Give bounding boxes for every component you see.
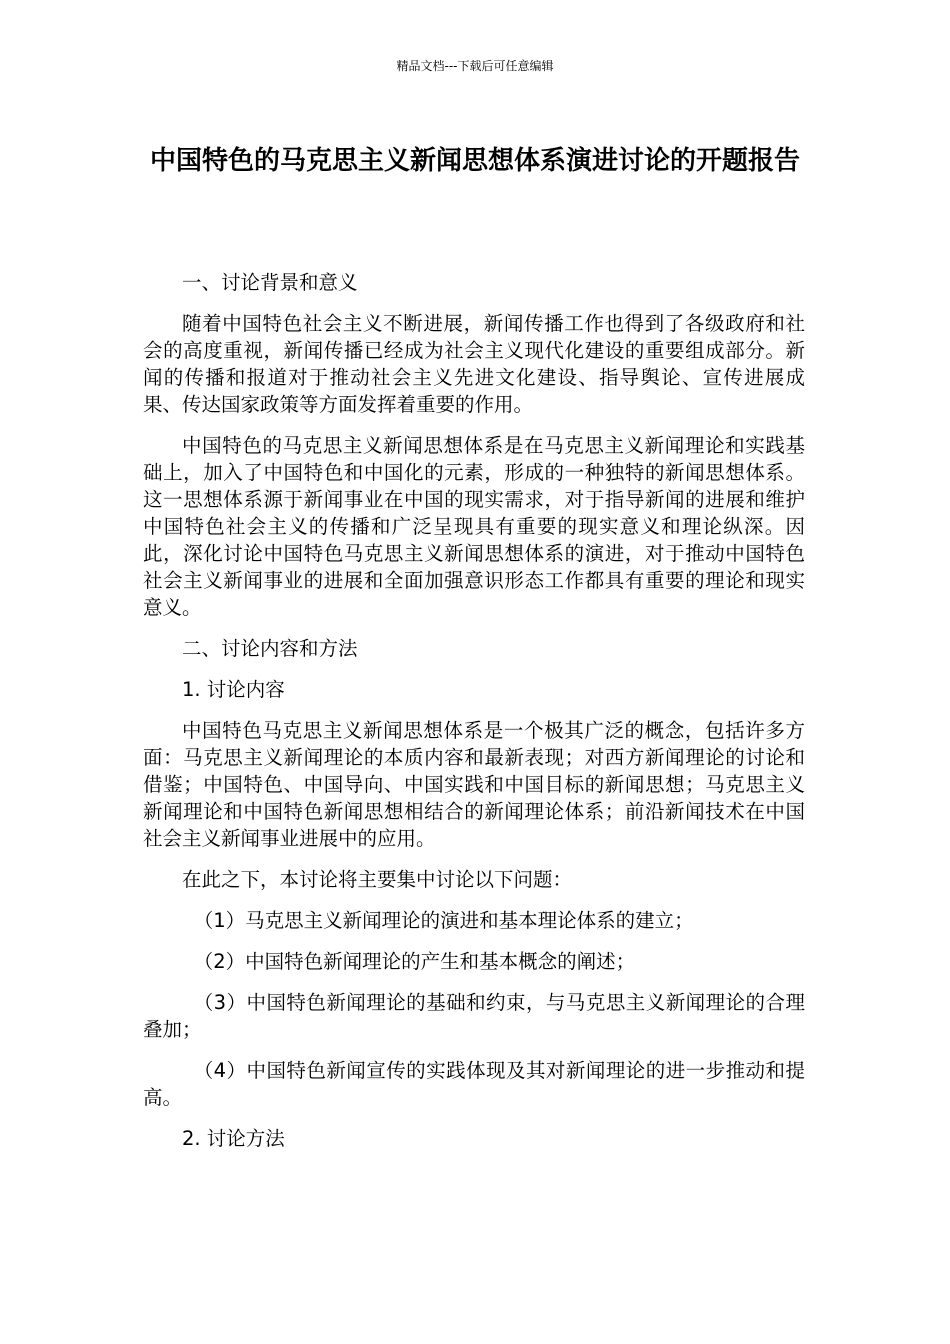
section-heading-background: 一、讨论背景和意义 <box>182 271 358 294</box>
paragraph-content-2: 在此之下，本讨论将主要集中讨论以下问题： <box>182 868 573 891</box>
paragraph-background-1: 随着中国特色社会主义不断进展，新闻传播工作也得到了各级政府和社会的高度重视，新闻传播已经成为社会主义现代化建设的重要组成部分。新闻的传播和报道对于推动社会主义先进文化建设、指导舆论、宣传进展成果、传达国家政策等方面发挥着重要的作用。 <box>143 312 805 416</box>
document-title: 中国特色的马克思主义新闻思想体系演进讨论的开题报告 <box>149 146 800 176</box>
list-item: （4）中国特色新闻宣传的实践体现及其对新闻理论的进一步推动和提高。 <box>143 1059 805 1109</box>
paragraph-background-2: 中国特色的马克思主义新闻思想体系是在马克思主义新闻理论和实践基础上，加入了中国特色和中国化的元素，形成的一种独特的新闻思想体系。这一思想体系源于新闻事业在中国的现实需求，对于指导新闻的进展和维护中国特色社会主义的传播和广泛呈现具有重要的现实意义和理论纵深。因此，深化讨论中国特色马克思主义新闻思想体系的演进，对于推动中国特色社会主义新闻事业的进展和全面加强意识形态工作都具有重要的理论和现实意义。 <box>143 434 805 619</box>
list-item: （3）中国特色新闻理论的基础和约束，与马克思主义新闻理论的合理叠加； <box>143 991 805 1041</box>
section-heading-content-methods: 二、讨论内容和方法 <box>182 637 358 660</box>
subheading-methods: 2. 讨论方法 <box>182 1127 285 1150</box>
document-body <box>143 269 805 1166</box>
list-item: （2）中国特色新闻理论的产生和基本概念的阐述； <box>193 950 636 973</box>
header-note: 精品文档---下载后可任意编辑 <box>396 59 554 73</box>
list-item: （1）马克思主义新闻理论的演进和基本理论体系的建立； <box>193 909 694 932</box>
paragraph-content-1: 中国特色马克思主义新闻思想体系是一个极其广泛的概念，包括许多方面：马克思主义新闻理论的本质内容和最新表现；对西方新闻理论的讨论和借鉴；中国特色、中国导向、中国实践和中国目标的新闻思想；马克思主义新闻理论和中国特色新闻思想相结合的新闻理论体系；前沿新闻技术在中国社会主义新闻事业进展中的应用。 <box>143 719 805 850</box>
subheading-content: 1. 讨论内容 <box>182 678 285 701</box>
